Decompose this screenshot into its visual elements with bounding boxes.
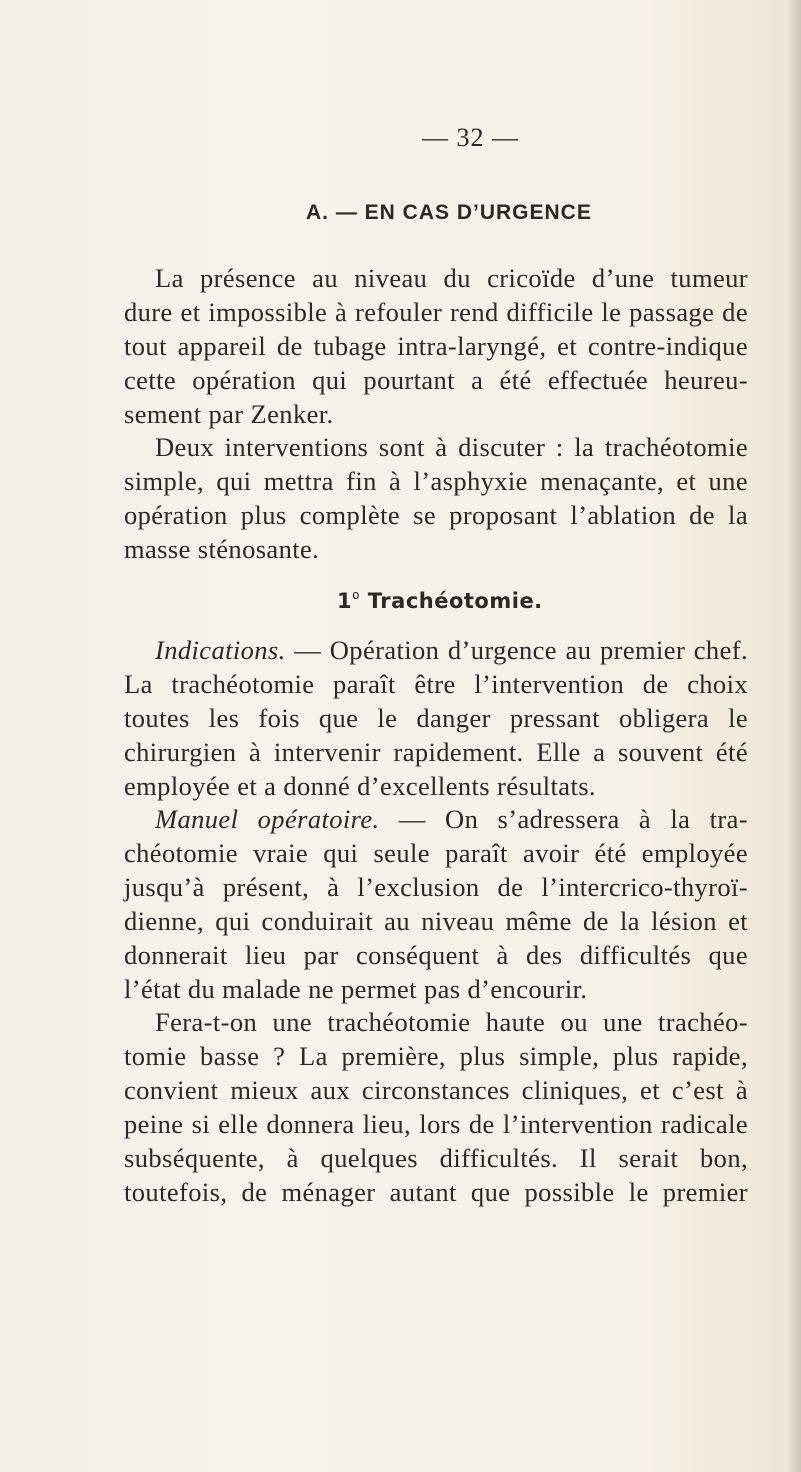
section-heading: A. — EN CAS D’URGENCE [306,201,592,224]
manuel-text: — On s’adressera à la tra- [398,804,748,834]
text-line: Fera-t-on une trachéotomie haute ou une trachéo- [155,1007,748,1037]
text-line: toutefois, de ménager autant que possible le premier [124,1177,748,1207]
text-line: tout appareil de tubage intra-laryngé, et contre-indique [124,331,748,361]
page-number: — 32 — [422,123,519,152]
indications-text: — Opération d’urgence au premier chef. [294,635,748,665]
text-line: peine si elle donnera lieu, lors de l’intervention radicale [124,1109,748,1139]
text-line: dienne, qui conduirait au niveau même de la lésion et [124,906,748,936]
text-line: employée et a donné d’excellents résultats. [124,771,596,801]
text-line: cette opération qui pourtant a été effectuée heureu- [124,365,748,395]
text-line [155,803,748,835]
text-line: subséquente, à quelques difficultés. Il serait bon, [124,1143,748,1173]
text-line: Deux interventions sont à discuter : la trachéotomie [155,432,748,462]
text-line: dure et impossible à refouler rend difficile le passage de [124,297,748,327]
text-line: simple, qui mettra fin à l’asphyxie menaçante, et une [124,466,748,496]
text-line: convient mieux aux circonstances cliniques, et c’est à [124,1075,748,1105]
manuel-label: Manuel opératoire. [155,804,380,834]
text-line: sement par Zenker. [124,399,334,429]
indications-label: Indications. [155,635,286,665]
subsection-number: 1 [337,589,353,613]
text-line: jusqu’à présent, à l’exclusion de l’intercrico-thyroï- [124,872,748,902]
text-line: tomie basse ? La première, plus simple, plus rapide, [124,1041,748,1071]
text-line: opération plus complète se proposant l’ablation de la [124,500,748,530]
subsection-heading [337,582,543,614]
text-line: donnerait lieu par conséquent à des difficultés que [124,940,748,970]
degree-mark: o [352,588,360,602]
text-line: La présence au niveau du cricoïde d’une tumeur [155,263,748,293]
text-line [155,634,748,666]
page-edge-shadow [787,0,801,1472]
text-line: l’état du malade ne permet pas d’encourir. [124,974,588,1004]
text-line: chirurgien à intervenir rapidement. Elle a souvent été [124,737,748,767]
text-line: toutes les fois que le danger pressant obligera le [124,703,748,733]
subsection-title: Trachéotomie. [367,589,543,613]
text-line: chéotomie vraie qui seule paraît avoir été employée [124,838,748,868]
text-line: masse sténosante. [124,534,320,564]
text-line: La trachéotomie paraît être l’intervention de choix [124,669,748,699]
